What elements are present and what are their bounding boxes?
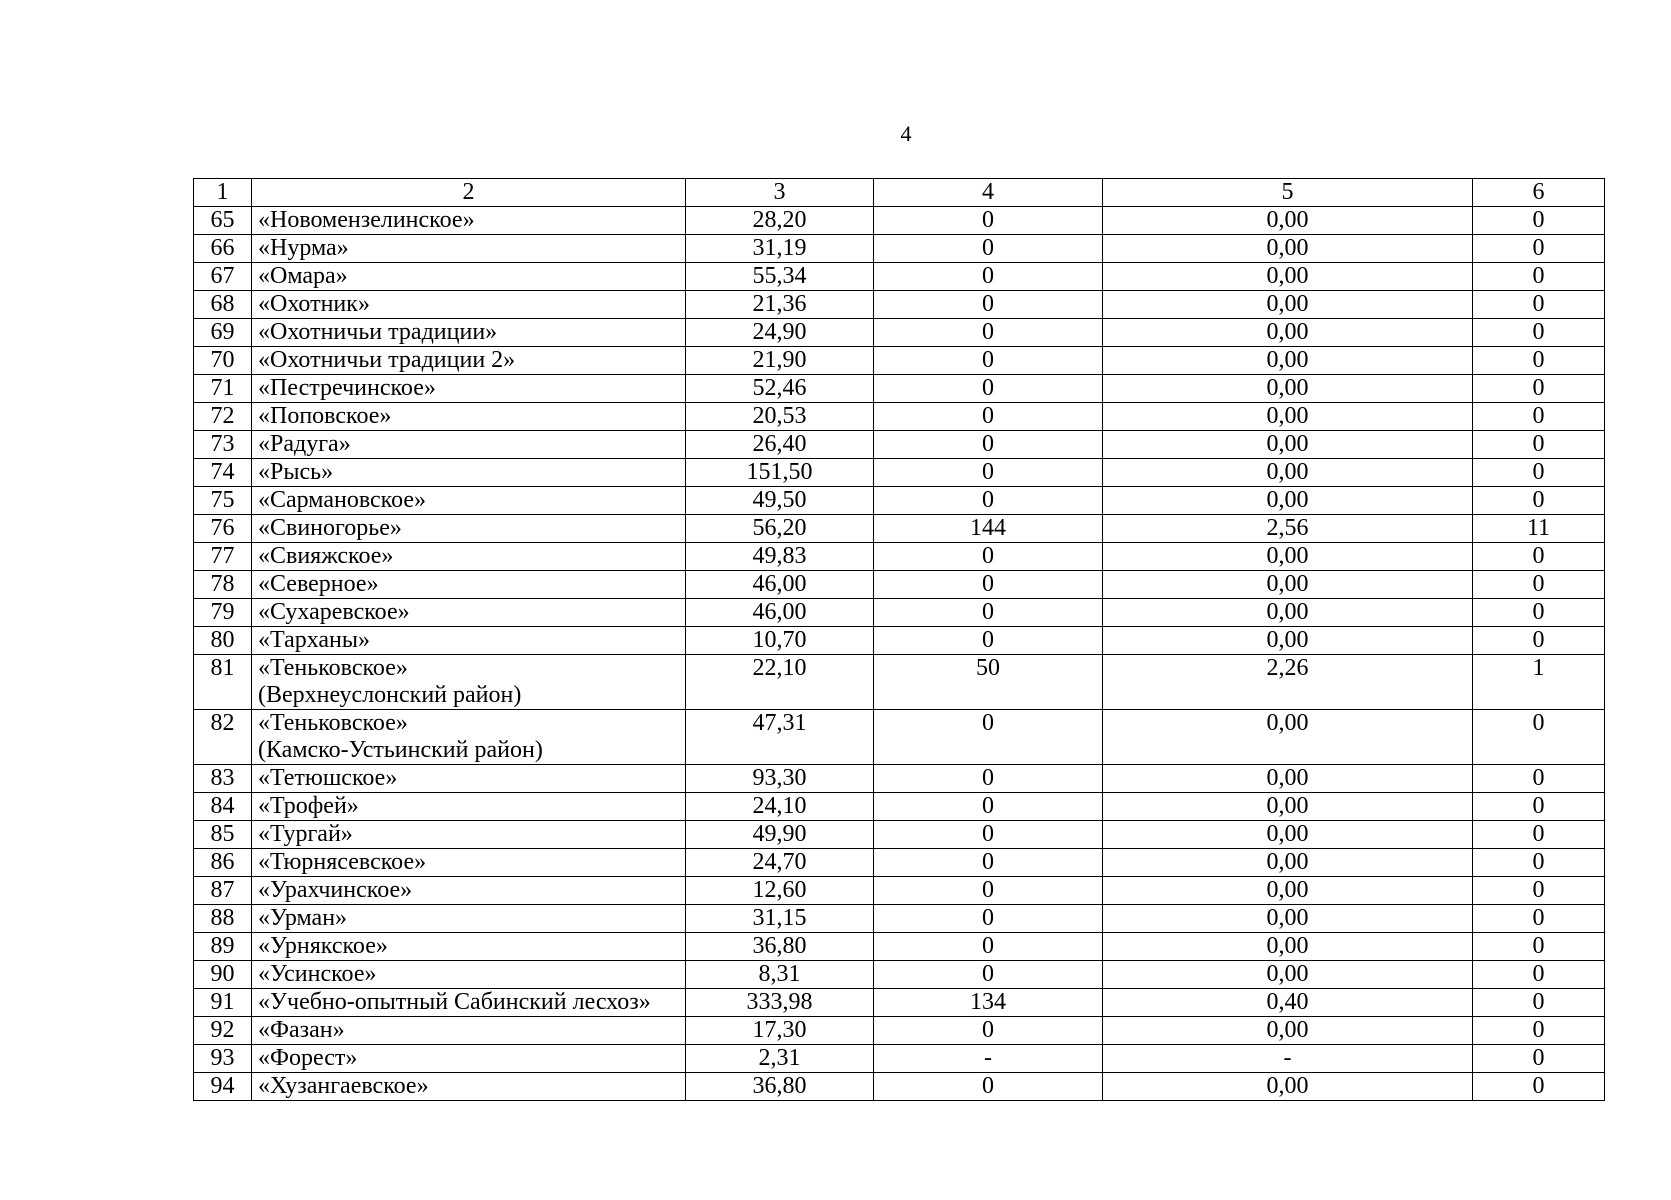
- row-number: 93: [194, 1045, 252, 1073]
- column-3-value: 21,90: [686, 347, 874, 375]
- row-number: 68: [194, 291, 252, 319]
- column-6-value: 0: [1473, 403, 1605, 431]
- name-line: «Сухаревское»: [258, 599, 410, 625]
- row-number: 86: [194, 849, 252, 877]
- table-row: [194, 599, 1605, 627]
- hunting-ground-name: [252, 375, 686, 403]
- column-5-value: 0,00: [1103, 710, 1473, 765]
- column-5-value: 0,00: [1103, 599, 1473, 627]
- column-3-value: 26,40: [686, 431, 874, 459]
- table-row: [194, 263, 1605, 291]
- column-5-value: 0,00: [1103, 319, 1473, 347]
- hunting-ground-name: [252, 933, 686, 961]
- row-number: 75: [194, 487, 252, 515]
- column-6-value: 0: [1473, 263, 1605, 291]
- column-4-value: 0: [874, 599, 1103, 627]
- column-4-value: 0: [874, 263, 1103, 291]
- column-5-value: -: [1103, 1045, 1473, 1073]
- column-4-value: 50: [874, 655, 1103, 710]
- table-row: [194, 1045, 1605, 1073]
- column-3-value: 24,70: [686, 849, 874, 877]
- column-4-value: 0: [874, 905, 1103, 933]
- table-row: [194, 765, 1605, 793]
- hunting-ground-name: [252, 291, 686, 319]
- hunting-ground-name: [252, 765, 686, 793]
- table-row: [194, 291, 1605, 319]
- name-line: «Тургай»: [258, 821, 353, 847]
- column-6-value: 0: [1473, 793, 1605, 821]
- column-4-value: 0: [874, 849, 1103, 877]
- hunting-ground-name: [252, 487, 686, 515]
- column-3-value: 22,10: [686, 655, 874, 710]
- hunting-ground-name: [252, 263, 686, 291]
- column-3-value: 151,50: [686, 459, 874, 487]
- column-5-value: 0,00: [1103, 543, 1473, 571]
- column-5-value: 0,00: [1103, 459, 1473, 487]
- column-3-value: 36,80: [686, 1073, 874, 1101]
- column-3-value: 46,00: [686, 599, 874, 627]
- row-number: 76: [194, 515, 252, 543]
- name-line: «Тюрнясевское»: [258, 849, 427, 875]
- column-6-value: 0: [1473, 207, 1605, 235]
- page-number: 4: [900, 121, 912, 146]
- hunting-ground-name: [252, 347, 686, 375]
- row-number: 65: [194, 207, 252, 235]
- row-number: 92: [194, 1017, 252, 1045]
- hunting-ground-name: [252, 571, 686, 599]
- column-3-value: 49,83: [686, 543, 874, 571]
- table-row: [194, 1073, 1605, 1101]
- hunting-ground-name: [252, 235, 686, 263]
- row-number: 94: [194, 1073, 252, 1101]
- column-5-value: 0,00: [1103, 375, 1473, 403]
- table-row: [194, 793, 1605, 821]
- column-4-value: 0: [874, 710, 1103, 765]
- column-6-value: 0: [1473, 1017, 1605, 1045]
- column-4-value: 0: [874, 821, 1103, 849]
- column-6-value: 0: [1473, 599, 1605, 627]
- table-row: [194, 207, 1605, 235]
- name-line: «Урахчинское»: [258, 877, 413, 903]
- column-4-value: 0: [874, 207, 1103, 235]
- column-3-value: 24,90: [686, 319, 874, 347]
- column-4-value: 0: [874, 793, 1103, 821]
- column-5-value: 0,00: [1103, 793, 1473, 821]
- column-6-value: 0: [1473, 821, 1605, 849]
- column-5-value: 0,00: [1103, 877, 1473, 905]
- row-number: 90: [194, 961, 252, 989]
- column-4-value: 0: [874, 347, 1103, 375]
- column-4-value: 0: [874, 1073, 1103, 1101]
- name-line: «Нурма»: [258, 235, 349, 261]
- column-3-value: 28,20: [686, 207, 874, 235]
- row-number: 67: [194, 263, 252, 291]
- table-row: [194, 235, 1605, 263]
- table-row: [194, 821, 1605, 849]
- name-line: «Теньковское»: [258, 710, 408, 736]
- table-row: [194, 933, 1605, 961]
- name-line: «Омара»: [258, 263, 348, 289]
- hunting-ground-name: [252, 1017, 686, 1045]
- column-3-value: 2,31: [686, 1045, 874, 1073]
- table-row: [194, 375, 1605, 403]
- column-3-value: 12,60: [686, 877, 874, 905]
- row-number: 88: [194, 905, 252, 933]
- column-header: 5: [1103, 179, 1473, 207]
- table-row: [194, 431, 1605, 459]
- table-row: [194, 849, 1605, 877]
- column-3-value: 8,31: [686, 961, 874, 989]
- name-line: «Тарханы»: [258, 627, 371, 653]
- column-5-value: 0,00: [1103, 765, 1473, 793]
- column-6-value: 0: [1473, 933, 1605, 961]
- column-header: 3: [686, 179, 874, 207]
- column-3-value: 93,30: [686, 765, 874, 793]
- name-line: «Форест»: [258, 1045, 358, 1071]
- hunting-ground-name: [252, 207, 686, 235]
- column-5-value: 0,00: [1103, 961, 1473, 989]
- column-header: 1: [194, 179, 252, 207]
- row-number: 82: [194, 710, 252, 765]
- name-line: (Верхнеуслонский район): [258, 682, 522, 708]
- column-3-value: 17,30: [686, 1017, 874, 1045]
- column-5-value: 0,00: [1103, 207, 1473, 235]
- column-5-value: 0,00: [1103, 821, 1473, 849]
- name-line: «Тетюшское»: [258, 765, 398, 791]
- column-5-value: 0,00: [1103, 933, 1473, 961]
- column-5-value: 0,00: [1103, 235, 1473, 263]
- row-number: 71: [194, 375, 252, 403]
- hunting-ground-name: [252, 793, 686, 821]
- column-4-value: 0: [874, 877, 1103, 905]
- name-line: «Свияжское»: [258, 543, 394, 569]
- row-number: 81: [194, 655, 252, 710]
- column-4-value: 0: [874, 431, 1103, 459]
- table-row: [194, 515, 1605, 543]
- name-line: «Радуга»: [258, 431, 351, 457]
- row-number: 83: [194, 765, 252, 793]
- name-line: «Поповское»: [258, 403, 392, 429]
- column-4-value: 0: [874, 375, 1103, 403]
- name-line: «Пестречинское»: [258, 375, 436, 401]
- column-6-value: 0: [1473, 543, 1605, 571]
- column-4-value: 0: [874, 459, 1103, 487]
- column-6-value: 11: [1473, 515, 1605, 543]
- column-6-value: 0: [1473, 1045, 1605, 1073]
- name-line: «Трофей»: [258, 793, 359, 819]
- row-number: 79: [194, 599, 252, 627]
- column-3-value: 31,19: [686, 235, 874, 263]
- hunting-ground-name: [252, 1073, 686, 1101]
- table-row: [194, 627, 1605, 655]
- column-3-value: 10,70: [686, 627, 874, 655]
- column-4-value: 0: [874, 543, 1103, 571]
- table-row: [194, 403, 1605, 431]
- column-3-value: 24,10: [686, 793, 874, 821]
- table-row: [194, 989, 1605, 1017]
- column-5-value: 0,00: [1103, 1017, 1473, 1045]
- name-line: «Охотник»: [258, 291, 370, 317]
- table-header-row: [194, 179, 1605, 207]
- row-number: 87: [194, 877, 252, 905]
- hunting-ground-name: [252, 431, 686, 459]
- column-6-value: 0: [1473, 571, 1605, 599]
- hunting-ground-name: [252, 961, 686, 989]
- column-5-value: 0,00: [1103, 905, 1473, 933]
- column-6-value: 0: [1473, 487, 1605, 515]
- column-5-value: 0,00: [1103, 263, 1473, 291]
- hunting-ground-name: [252, 1045, 686, 1073]
- table-row: [194, 905, 1605, 933]
- name-line: «Северное»: [258, 571, 379, 597]
- column-4-value: 0: [874, 403, 1103, 431]
- column-6-value: 0: [1473, 235, 1605, 263]
- name-line: «Теньковское»: [258, 655, 408, 681]
- column-3-value: 31,15: [686, 905, 874, 933]
- column-header: 4: [874, 179, 1103, 207]
- hunting-ground-name: [252, 319, 686, 347]
- hunting-ground-name: [252, 627, 686, 655]
- column-3-value: 21,36: [686, 291, 874, 319]
- column-4-value: -: [874, 1045, 1103, 1073]
- row-number: 69: [194, 319, 252, 347]
- name-line: «Хузангаевское»: [258, 1073, 429, 1099]
- hunting-ground-name: [252, 905, 686, 933]
- column-3-value: 20,53: [686, 403, 874, 431]
- column-3-value: 333,98: [686, 989, 874, 1017]
- name-line: «Фазан»: [258, 1017, 345, 1043]
- table-row: [194, 487, 1605, 515]
- column-5-value: 0,00: [1103, 347, 1473, 375]
- column-5-value: 0,00: [1103, 431, 1473, 459]
- hunting-ground-name: [252, 543, 686, 571]
- name-line: «Урман»: [258, 905, 348, 931]
- column-6-value: 0: [1473, 765, 1605, 793]
- table-row: [194, 655, 1605, 710]
- column-6-value: 1: [1473, 655, 1605, 710]
- column-4-value: 0: [874, 1017, 1103, 1045]
- hunting-ground-name: [252, 849, 686, 877]
- column-5-value: 2,56: [1103, 515, 1473, 543]
- name-line: «Сармановское»: [258, 487, 427, 513]
- table-row: [194, 877, 1605, 905]
- name-line: «Свиногорье»: [258, 515, 402, 541]
- row-number: 72: [194, 403, 252, 431]
- column-3-value: 36,80: [686, 933, 874, 961]
- column-5-value: 0,40: [1103, 989, 1473, 1017]
- column-5-value: 0,00: [1103, 487, 1473, 515]
- row-number: 73: [194, 431, 252, 459]
- table-row: [194, 710, 1605, 765]
- table-row: [194, 543, 1605, 571]
- row-number: 66: [194, 235, 252, 263]
- hunting-ground-name: [252, 989, 686, 1017]
- column-6-value: 0: [1473, 375, 1605, 403]
- row-number: 70: [194, 347, 252, 375]
- name-line: «Новомензелинское»: [258, 207, 475, 233]
- hunting-ground-name: [252, 515, 686, 543]
- hunting-ground-name: [252, 655, 686, 710]
- column-6-value: 0: [1473, 989, 1605, 1017]
- name-line: «Усинское»: [258, 961, 377, 987]
- table-row: [194, 319, 1605, 347]
- column-3-value: 49,90: [686, 821, 874, 849]
- column-3-value: 52,46: [686, 375, 874, 403]
- column-5-value: 0,00: [1103, 403, 1473, 431]
- row-number: 77: [194, 543, 252, 571]
- column-4-value: 0: [874, 319, 1103, 347]
- column-6-value: 0: [1473, 849, 1605, 877]
- hunting-ground-name: [252, 403, 686, 431]
- name-line: «Учебно-опытный Сабинский лесхоз»: [258, 989, 651, 1015]
- column-5-value: 0,00: [1103, 627, 1473, 655]
- table-row: [194, 347, 1605, 375]
- column-4-value: 0: [874, 627, 1103, 655]
- column-3-value: 49,50: [686, 487, 874, 515]
- name-line: (Камско-Устьинский район): [258, 737, 543, 763]
- data-table: [193, 178, 1605, 1101]
- column-4-value: 0: [874, 291, 1103, 319]
- column-6-value: 0: [1473, 905, 1605, 933]
- row-number: 80: [194, 627, 252, 655]
- column-6-value: 0: [1473, 1073, 1605, 1101]
- column-4-value: 0: [874, 765, 1103, 793]
- column-6-value: 0: [1473, 627, 1605, 655]
- column-4-value: 0: [874, 487, 1103, 515]
- column-6-value: 0: [1473, 710, 1605, 765]
- hunting-ground-name: [252, 710, 686, 765]
- column-5-value: 0,00: [1103, 1073, 1473, 1101]
- column-3-value: 55,34: [686, 263, 874, 291]
- hunting-ground-name: [252, 459, 686, 487]
- column-4-value: 0: [874, 235, 1103, 263]
- hunting-ground-name: [252, 877, 686, 905]
- column-4-value: 134: [874, 989, 1103, 1017]
- row-number: 84: [194, 793, 252, 821]
- table-row: [194, 961, 1605, 989]
- column-5-value: 2,26: [1103, 655, 1473, 710]
- column-3-value: 46,00: [686, 571, 874, 599]
- name-line: «Урнякское»: [258, 933, 388, 959]
- column-5-value: 0,00: [1103, 291, 1473, 319]
- column-header: 6: [1473, 179, 1605, 207]
- table-row: [194, 459, 1605, 487]
- row-number: 78: [194, 571, 252, 599]
- column-5-value: 0,00: [1103, 849, 1473, 877]
- column-3-value: 47,31: [686, 710, 874, 765]
- column-6-value: 0: [1473, 319, 1605, 347]
- table-row: [194, 571, 1605, 599]
- column-6-value: 0: [1473, 347, 1605, 375]
- column-6-value: 0: [1473, 961, 1605, 989]
- name-line: «Охотничьи традиции»: [258, 319, 498, 345]
- column-6-value: 0: [1473, 877, 1605, 905]
- hunting-ground-name: [252, 599, 686, 627]
- column-header: 2: [252, 179, 686, 207]
- column-4-value: 0: [874, 933, 1103, 961]
- row-number: 91: [194, 989, 252, 1017]
- column-4-value: 144: [874, 515, 1103, 543]
- column-6-value: 0: [1473, 291, 1605, 319]
- column-5-value: 0,00: [1103, 571, 1473, 599]
- column-6-value: 0: [1473, 459, 1605, 487]
- name-line: «Охотничьи традиции 2»: [258, 347, 516, 373]
- row-number: 85: [194, 821, 252, 849]
- column-4-value: 0: [874, 961, 1103, 989]
- column-6-value: 0: [1473, 431, 1605, 459]
- name-line: «Рысь»: [258, 459, 334, 485]
- column-3-value: 56,20: [686, 515, 874, 543]
- row-number: 74: [194, 459, 252, 487]
- hunting-ground-name: [252, 821, 686, 849]
- table-row: [194, 1017, 1605, 1045]
- column-4-value: 0: [874, 571, 1103, 599]
- row-number: 89: [194, 933, 252, 961]
